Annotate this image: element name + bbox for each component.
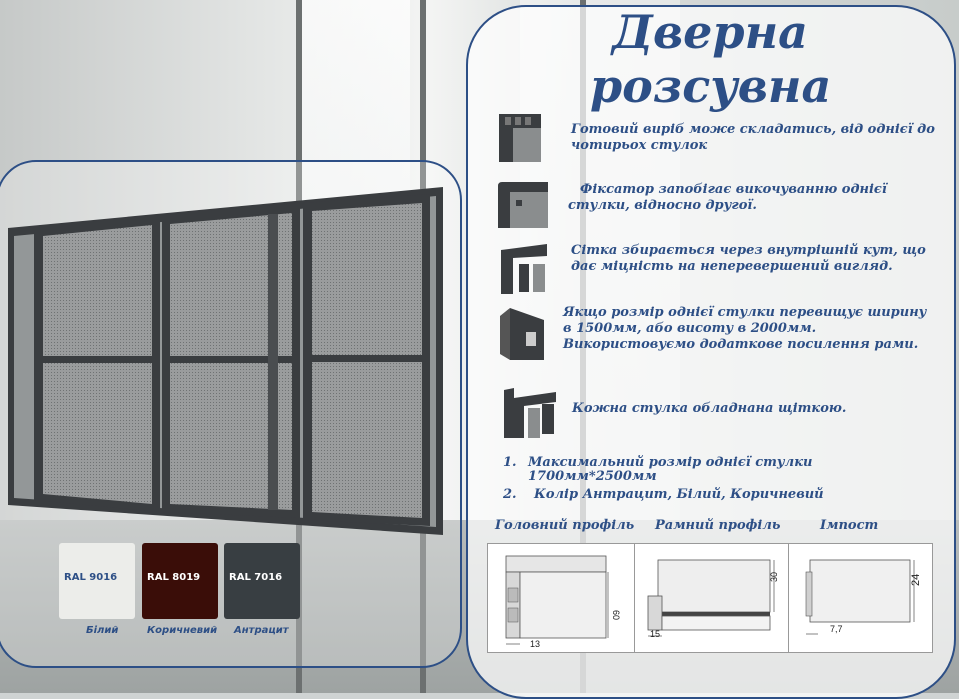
dimension-label: 7,7 [830,624,843,634]
feature-text: Сітка збирається через внутрішній кут, що дає міцність на неперевершений вигляд. [571,243,926,274]
feature-text: Кожна стулка обладнана щіткою. [572,401,847,416]
frame-profile-drawing [634,544,789,652]
dimension-label: 30 [769,571,779,582]
reinforcement-profile-icon [496,304,548,364]
brush-profile-icon [500,384,560,442]
swatch-name: Коричневий [147,625,218,636]
swatch-code: RAL 9016 [64,572,118,583]
list-number: 2. [503,487,517,502]
sliding-door-illustration [0,0,460,540]
list-item: Максимальний розмір однієї стулки 1700мм*2500мм [528,455,813,484]
profile-label: Рамний профіль [655,518,781,533]
latch-profile-icon [494,178,552,232]
page-title: Дверна [612,5,808,59]
dimension-label: 13 [530,639,541,649]
swatch-code: RAL 7016 [229,572,283,583]
profile-drawings [487,543,933,653]
dimension-label: 60 [611,610,621,621]
dimension-label: 15 [650,629,661,639]
swatch-name: Білий [86,625,119,636]
list-number: 1. [503,455,517,470]
profile-label: Головний профіль [495,518,635,533]
swatch-name: Антрацит [234,625,289,636]
feature-text: Якщо розмір однієї стулки перевищує ширину в 1500мм, або висоту в 2000мм. Використовуємо додаткове посилення рами. [563,305,927,352]
swatch-code: RAL 8019 [147,572,201,583]
inner-corner-icon [497,240,551,298]
feature-text: Готовий виріб може складатись, від однієї до чотирьох стулок [571,122,935,153]
feature-text: Фіксатор запобігає викочуванню однієї стулки, відносно другої. [568,182,887,213]
dimension-label: 24 [910,573,922,586]
mullion-profile-drawing [788,544,932,652]
list-item: Колір Антрацит, Білий, Коричневий [534,487,824,502]
page-subtitle: розсувна [590,59,832,113]
main-profile-drawing [488,544,635,652]
profile-label: Імпост [820,518,879,533]
profile-corner-icon [495,110,547,166]
